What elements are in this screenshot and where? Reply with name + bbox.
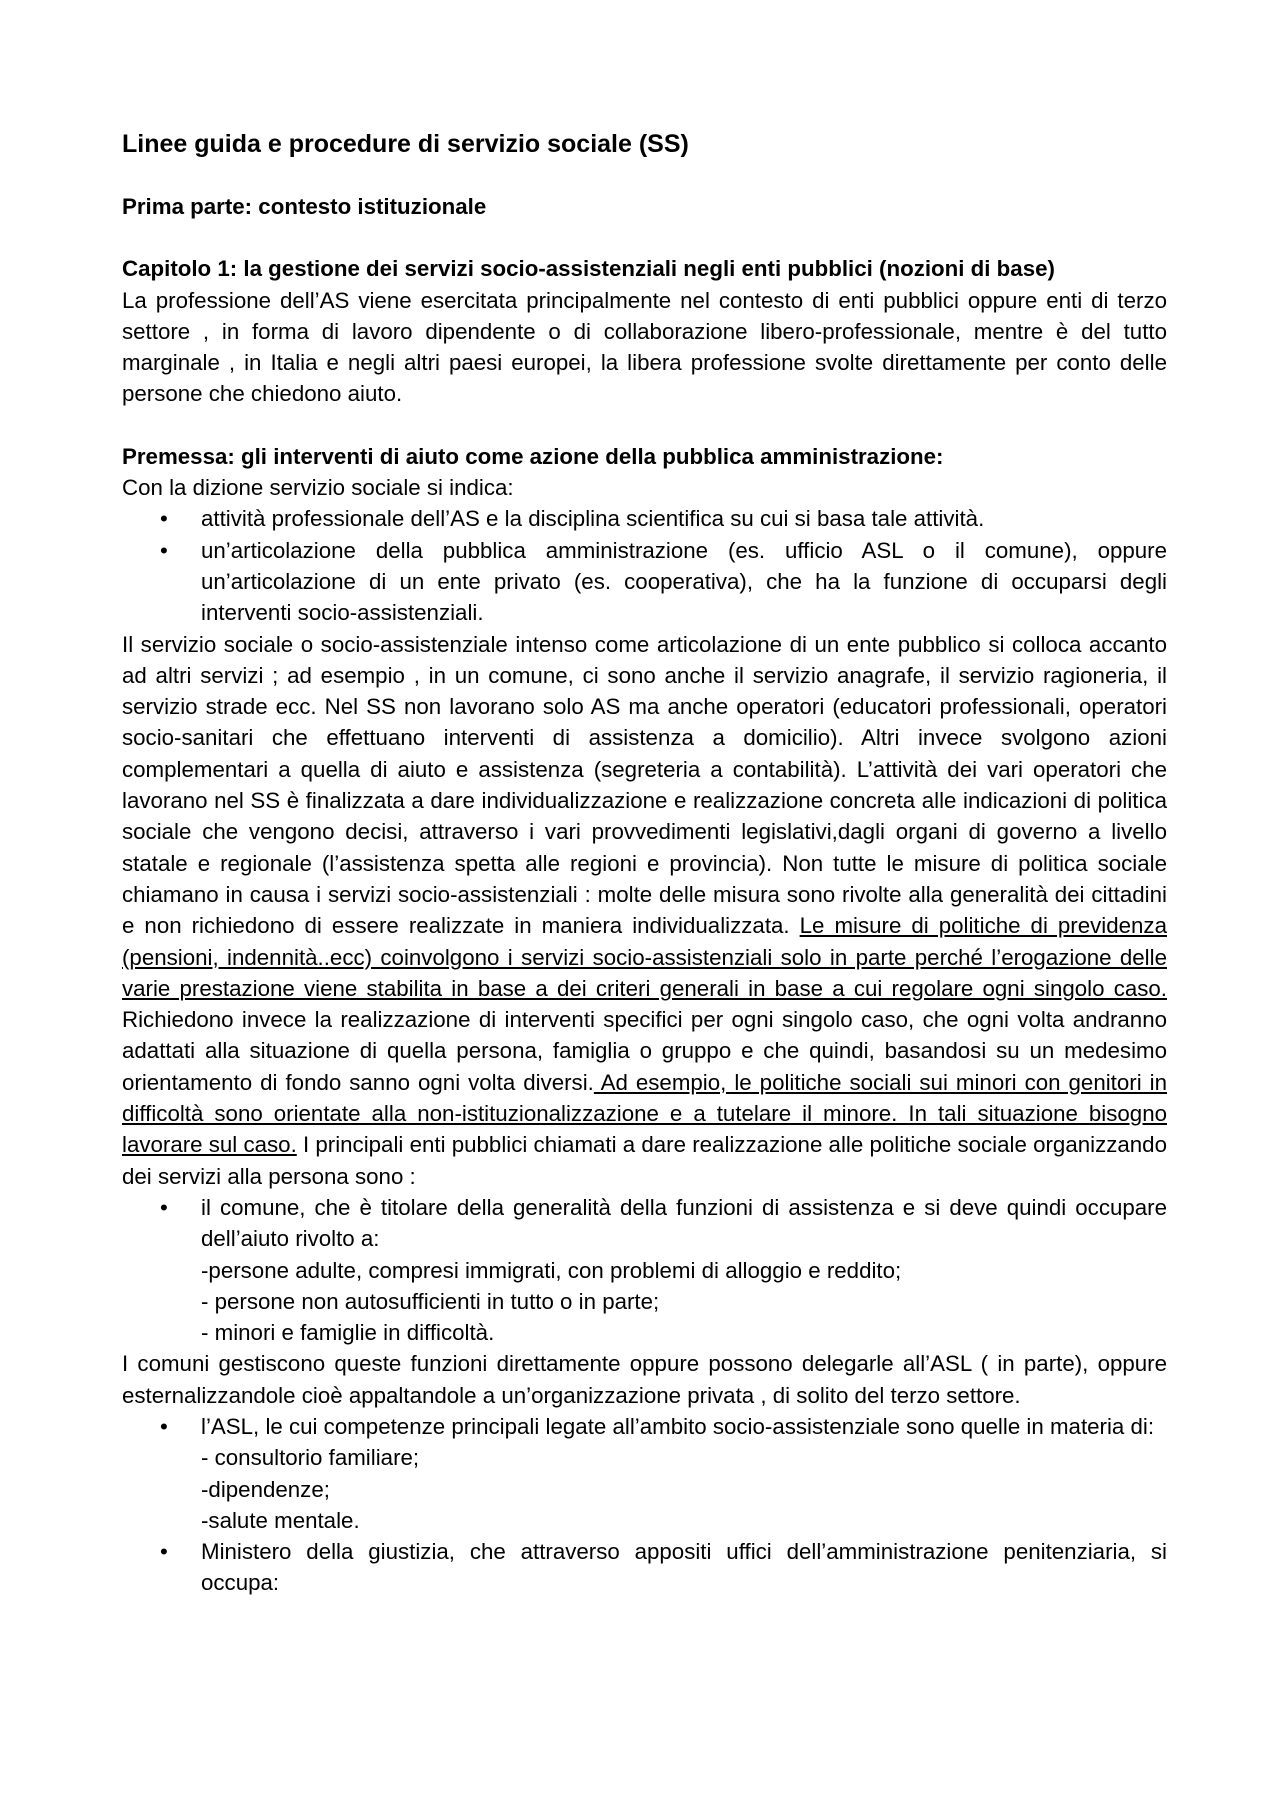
- list-item-text: il comune, che è titolare della generalità della funzioni di assistenza e si deve quindi occupare dell’aiuto rivolto a:: [201, 1194, 1167, 1252]
- premessa-heading: Premessa: gli interventi di aiuto come azione della pubblica amministrazione:: [122, 443, 944, 469]
- list-item-ministero: • Ministero della giustizia, che attraverso appositi uffici dell’amministrazione penitenziaria, si occupa:: [122, 1536, 1167, 1599]
- sub-item: - consultorio familiare;: [201, 1445, 420, 1471]
- underlined-text: Ad esempio, le politiche sociali sui minori con genitori in difficoltà sono orientate alla non-istituzionalizzazione e a tutelare il minore. In tali situazione bisogno lavorare sul caso.: [122, 1069, 1168, 1158]
- document-title: Linee guida e procedure di servizio sociale (SS): [122, 130, 689, 158]
- underlined-text: Le misure di politiche di previdenza (pensioni, indennità..ecc) coinvolgono i servizi socio-assistenziali solo in parte perché l’erogazione delle varie prestazione viene stabilita in base a dei criteri generali in base a cui regolare ogni singolo caso.: [122, 913, 1167, 1001]
- entities-list-comune: [122, 1192, 1167, 1348]
- list-item-text: l’ASL, le cui competenze principali legate all’ambito socio-assistenziale sono quelle in materia di:: [201, 1413, 1155, 1439]
- part-heading: Prima parte: contesto istituzionale: [122, 194, 487, 219]
- chapter-intro: La professione dell’AS viene esercitata principalmente nel contesto di enti pubblici oppure enti di terzo settore , in forma di lavoro dipendente o di collaborazione libero-professionale, mentre è del tutto marginale , in Italia e negli altri paesi europei, la libera professione svolte direttamente per conto delle persone che chiedono aiuto.: [122, 287, 1167, 407]
- comuni-paragraph: I comuni gestiscono queste funzioni direttamente oppure possono delegarle all’ASL ( in parte), oppure esternalizzandole cioè appaltandole a un’organizzazione privata , di solito del terzo settore.: [122, 1351, 1167, 1408]
- sub-item: -dipendenze;: [201, 1476, 330, 1502]
- premessa-lead: Con la dizione servizio sociale si indica:: [122, 475, 514, 501]
- body-text: Il servizio sociale o socio-assistenziale intenso come articolazione di un ente pubblico si colloca accanto ad altri servizi ; ad esempio , in un comune, ci sono anche il servizio anagrafe, il servizio ragioneria, il servizio strade ecc. Nel SS non lavorano solo AS ma anche operatori (educatori professionali, operatori socio-sanitari che effettuano interventi di assistenza a domicilio). Altri invece svolgono azioni complementari a quella di aiuto e assistenza (segreteria a contabilità). L’attività dei vari operatori che lavorano nel SS è finalizzata a dare individualizzazione e realizzazione concreta alle indicazioni di politica sociale che vengono decisi, attraverso i vari provvedimenti legislativi,dagli organi di governo a livello statale e regionale (l’assistenza spetta alle regioni e provincia). Non tutte le misure di politica sociale chiamano in causa i servizi socio-assistenziali : molte delle misura sono rivolte alla generalità dei cittadini e non richiedono di essere realizzate in maniera individualizzata.: [122, 631, 1167, 939]
- list-item: • un’articolazione della pubblica amministrazione (es. ufficio ASL o il comune), oppure un’articolazione di un ente privato (es. cooperativa), che ha la funzione di occuparsi degli interventi socio-assistenziali.: [122, 535, 1167, 629]
- list-item-comune: [122, 1192, 1167, 1348]
- definitions-list: [122, 503, 1167, 628]
- body-text: I principali enti pubblici chiamati a dare realizzazione alle politiche sociale organizzando dei servizi alla persona sono :: [122, 1132, 1167, 1189]
- list-item-asl: [122, 1411, 1167, 1536]
- list-item: • attività professionale dell’AS e la disciplina scientifica su cui si basa tale attività.: [122, 503, 1167, 534]
- body-text: Richiedono invece la realizzazione di interventi specifici per ogni singolo caso, che ogni volta andranno adattati alla situazione di quella persona, famiglia o gruppo e che quindi, basandosi su un medesimo orientamento di fondo sanno ogni volta diversi.: [122, 1007, 1167, 1095]
- sub-item: - persone non autosufficienti in tutto o in parte;: [201, 1288, 660, 1314]
- chapter-heading: Capitolo 1: la gestione dei servizi socio-assistenziali negli enti pubblici (nozioni di base): [122, 256, 1055, 282]
- entities-list-asl: [122, 1411, 1167, 1599]
- sub-item: -persone adulte, compresi immigrati, con problemi di alloggio e reddito;: [201, 1257, 902, 1283]
- body-paragraph: [122, 629, 1167, 1192]
- sub-item: -salute mentale.: [201, 1507, 360, 1533]
- sub-item: - minori e famiglie in difficoltà.: [201, 1320, 495, 1346]
